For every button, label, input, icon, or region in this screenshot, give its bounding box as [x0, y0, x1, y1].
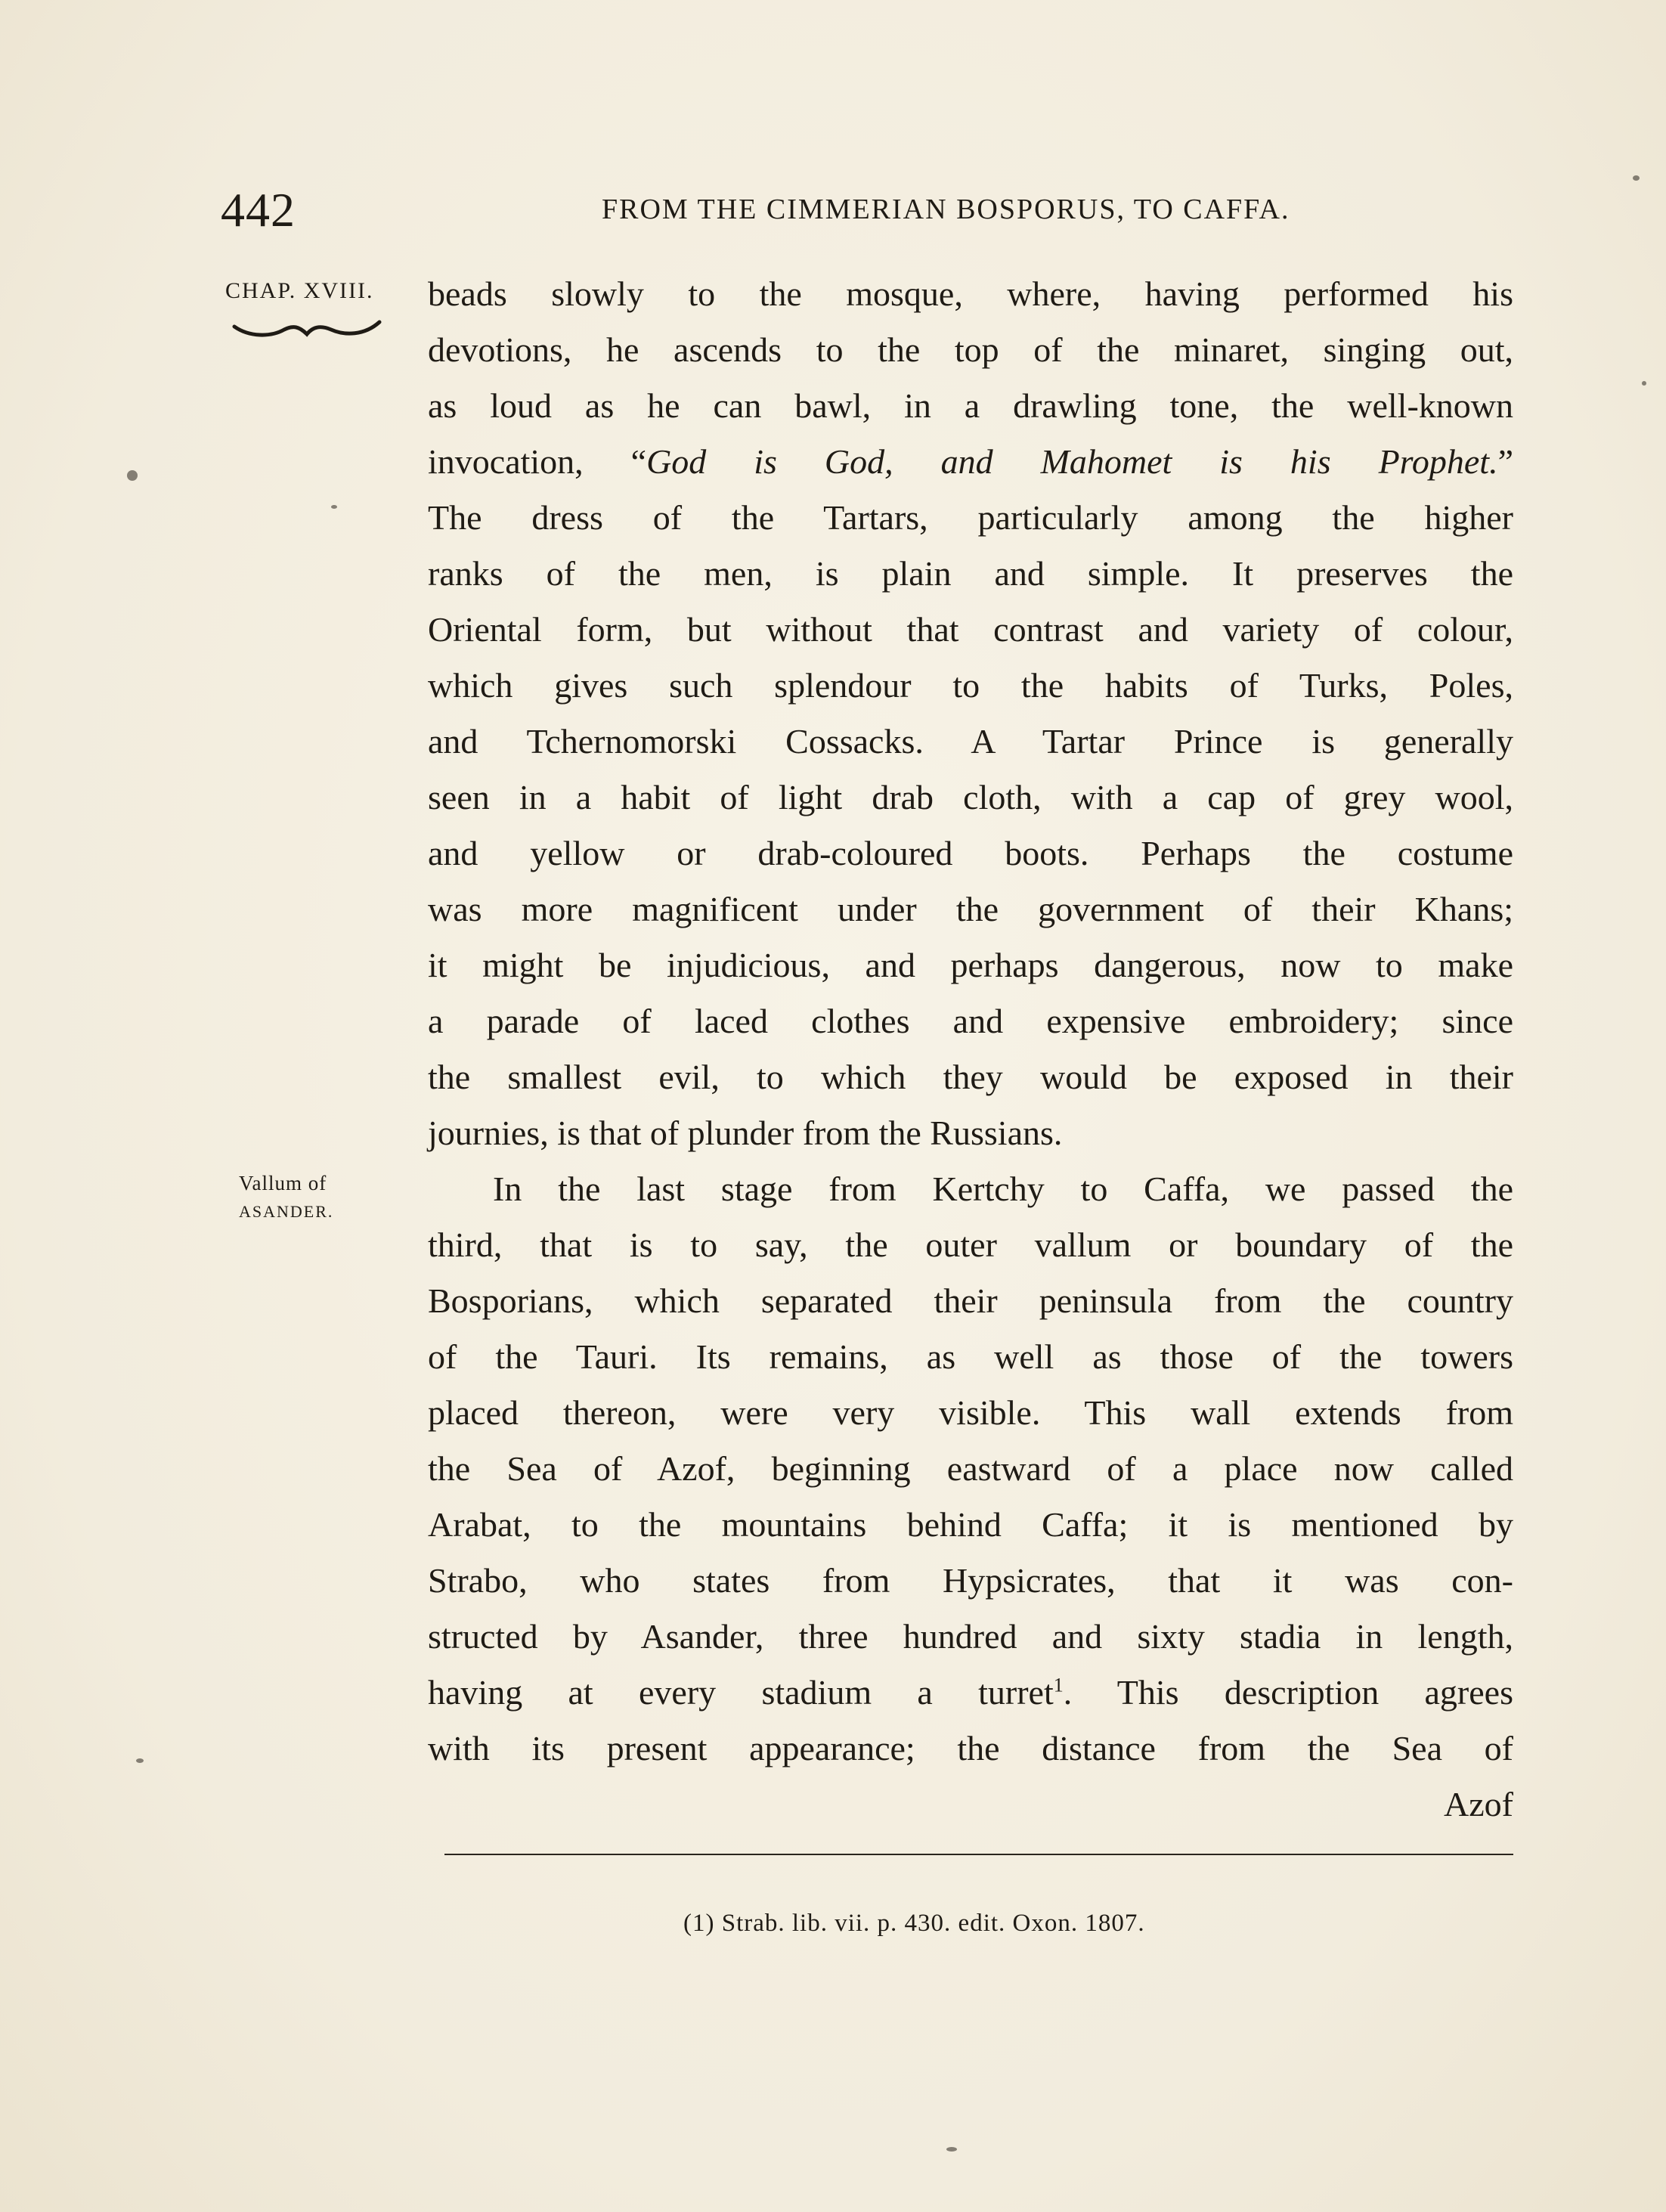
- footnote-rule: [444, 1854, 1513, 1855]
- text-line: which gives such splendour to the habits of Turks, Poles,: [428, 666, 1513, 705]
- text-line: ranks of the men, is plain and simple. It preserves the: [428, 554, 1513, 593]
- text-line: devotions, he ascends to the top of the minaret, singing out,: [428, 330, 1513, 369]
- paper-speck: [1633, 175, 1640, 181]
- paper-speck: [331, 505, 337, 509]
- text-line: it might be injudicious, and perhaps dangerous, now to make: [428, 946, 1513, 984]
- text-line: and yellow or drab-coloured boots. Perhaps the costume: [428, 834, 1513, 872]
- page-number: 442: [221, 183, 296, 237]
- text-line: beads slowly to the mosque, where, having performed his: [428, 274, 1513, 313]
- text-line: Arabat, to the mountains behind Caffa; it is mentioned by: [428, 1505, 1513, 1544]
- invocation-suffix: ”: [1497, 442, 1513, 481]
- text-line: with its present appearance; the distance from the Sea of: [428, 1729, 1513, 1767]
- text-line-invocation: [428, 434, 1513, 490]
- paper-speck: [946, 2147, 957, 2152]
- text-line: Strabo, who states from Hypsicrates, that it was con-: [428, 1561, 1513, 1600]
- text-line: as loud as he can bawl, in a drawling tone, the well-known: [428, 386, 1513, 425]
- text-line: The dress of the Tartars, particularly among the higher: [428, 498, 1513, 537]
- text-line: journies, is that of plunder from the Russians.: [428, 1114, 1063, 1152]
- text-line: placed thereon, were very visible. This wall extends from: [428, 1393, 1513, 1432]
- sidenote-line-1: Vallum of: [239, 1172, 327, 1194]
- chapter-label: CHAP. XVIII.: [225, 278, 374, 303]
- running-head: FROM THE CIMMERIAN BOSPORUS, TO CAFFA.: [602, 194, 1290, 225]
- turret-text-after: . This description agrees: [1063, 1673, 1513, 1712]
- text-line: third, that is to say, the outer vallum or boundary of the: [428, 1225, 1513, 1264]
- invocation-prefix: invocation, “: [428, 442, 647, 481]
- paper-speck: [127, 470, 138, 481]
- catchword: Azof: [1444, 1785, 1513, 1823]
- text-line: the Sea of Azof, beginning eastward of a place now called: [428, 1449, 1513, 1488]
- text-line: and Tchernomorski Cossacks. A Tartar Prince is generally: [428, 722, 1513, 761]
- turret-text-before: having at every stadium a turret: [428, 1673, 1054, 1712]
- body-text: [428, 266, 1513, 1832]
- text-line: In the last stage from Kertchy to Caffa, we passed the: [493, 1170, 1513, 1208]
- text-line: seen in a habit of light drab cloth, with a cap of grey wool,: [428, 778, 1513, 816]
- text-line: a parade of laced clothes and expensive embroidery; since: [428, 1002, 1513, 1040]
- chapter-ornament-icon: [231, 316, 382, 343]
- footnote-marker: 1: [1053, 1674, 1064, 1696]
- paper-speck: [1642, 381, 1646, 386]
- text-line: the smallest evil, to which they would be exposed in their: [428, 1058, 1513, 1096]
- sidenote-line-2: ASANDER.: [239, 1202, 334, 1221]
- text-line: was more magnificent under the government of their Khans;: [428, 890, 1513, 928]
- text-line-turret: [428, 1665, 1513, 1721]
- invocation-quote: God is God, and Mahomet is his Prophet.: [646, 442, 1498, 481]
- text-line: Oriental form, but without that contrast and variety of colour,: [428, 610, 1513, 649]
- footnote: (1) Strab. lib. vii. p. 430. edit. Oxon. 1807.: [683, 1910, 1145, 1937]
- text-line: structed by Asander, three hundred and sixty stadia in length,: [428, 1617, 1513, 1656]
- paper-speck: [136, 1758, 144, 1763]
- text-line: of the Tauri. Its remains, as well as those of the towers: [428, 1337, 1513, 1376]
- text-line: Bosporians, which separated their peninsula from the country: [428, 1281, 1513, 1320]
- sidenote-vallum: [239, 1169, 333, 1226]
